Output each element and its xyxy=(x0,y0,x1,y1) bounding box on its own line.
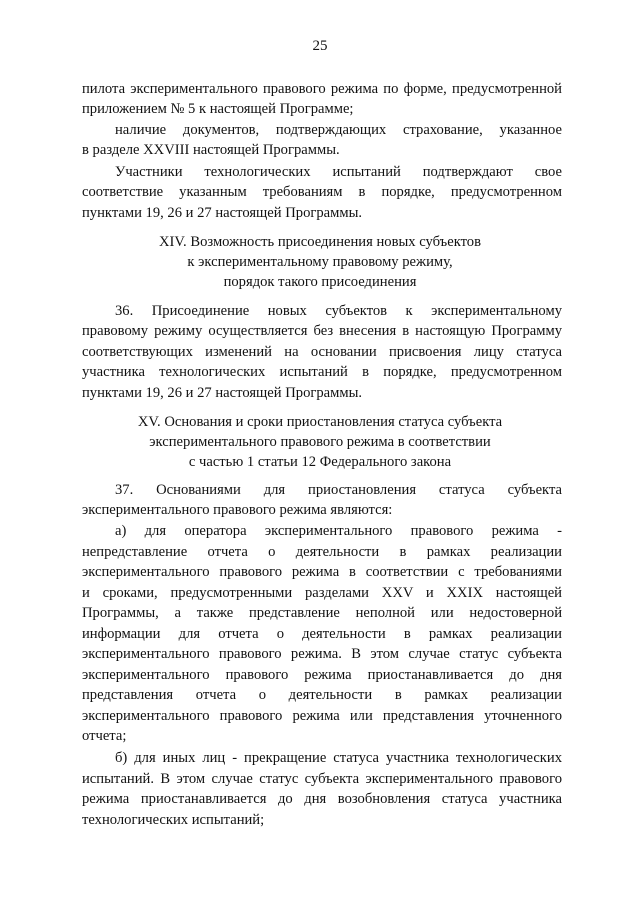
heading-line: XV. Основания и сроки приостановления статуса субъекта xyxy=(137,414,503,430)
text-line: Участники технологических испытаний подтверждают свое xyxy=(115,164,562,180)
text-line: пунктами 19, 26 и 27 настоящей Программы. xyxy=(82,385,363,401)
text-line: участника технологических испытаний в порядке, предусмотренном xyxy=(82,364,562,380)
text-line: технологических испытаний; xyxy=(82,812,265,828)
heading-line: XIV. Возможность присоединения новых субъектов xyxy=(159,234,481,250)
text-line: приложением № 5 к настоящей Программе; xyxy=(82,101,354,117)
text-line: 36. Присоединение новых субъектов к экспериментальному xyxy=(115,303,562,319)
page-number: 25 xyxy=(312,38,328,54)
text-line: экспериментального правового режима. В этом случае статус субъекта xyxy=(82,646,562,662)
text-line: режима приостанавливается до дня возобновления статуса участника xyxy=(82,791,562,807)
heading-line: экспериментального правового режима в соответствии xyxy=(149,434,491,450)
text-line: Программы, а также представление неполной или недостоверной xyxy=(82,605,562,621)
text-line: соответствующих изменений на основании присвоения лицу статуса xyxy=(82,344,562,360)
heading-line: с частью 1 статьи 12 Федерального закона xyxy=(188,454,452,470)
text-line: а) для оператора экспериментального правового режима - xyxy=(115,523,562,539)
text-line: пунктами 19, 26 и 27 настоящей Программы. xyxy=(82,205,363,221)
text-line: пилота экспериментального правового режима по форме, предусмотренной xyxy=(82,81,562,97)
text-line: экспериментального правового режима приостанавливается до дня xyxy=(82,667,562,683)
text-line: экспериментального правового режима или представления уточненного xyxy=(82,708,562,724)
text-line: б) для иных лиц - прекращение статуса участника технологических xyxy=(115,750,562,766)
text-line: испытаний. В этом случае статус субъекта экспериментального правового xyxy=(82,771,562,787)
text-line: непредставление отчета о деятельности в рамках реализации xyxy=(82,544,562,560)
text-line: наличие документов, подтверждающих страхование, указанное xyxy=(115,122,562,138)
text-line: в разделе XXVIII настоящей Программы. xyxy=(82,142,340,158)
text-line: представления отчета о деятельности в рамках реализации xyxy=(82,687,562,703)
text-line: 37. Основаниями для приостановления статуса субъекта xyxy=(115,482,562,498)
heading-line: к экспериментальному правовому режиму, xyxy=(187,254,453,270)
text-line: соответствие указанным требованиям в порядке, предусмотренном xyxy=(82,184,562,200)
text-line: правовому режиму осуществляется без внесения в настоящую Программу xyxy=(82,323,562,339)
text-line: и сроками, предусмотренными разделами XXV и XXIX настоящей xyxy=(82,585,562,601)
text-line: экспериментального правового режима являются: xyxy=(82,502,393,518)
text-line: экспериментального правового режима в соответствии с требованиями xyxy=(82,564,562,580)
heading-line: порядок такого присоединения xyxy=(223,274,417,290)
text-line: информации для отчета о деятельности в рамках реализации xyxy=(82,626,562,642)
text-line: отчета; xyxy=(82,728,127,744)
